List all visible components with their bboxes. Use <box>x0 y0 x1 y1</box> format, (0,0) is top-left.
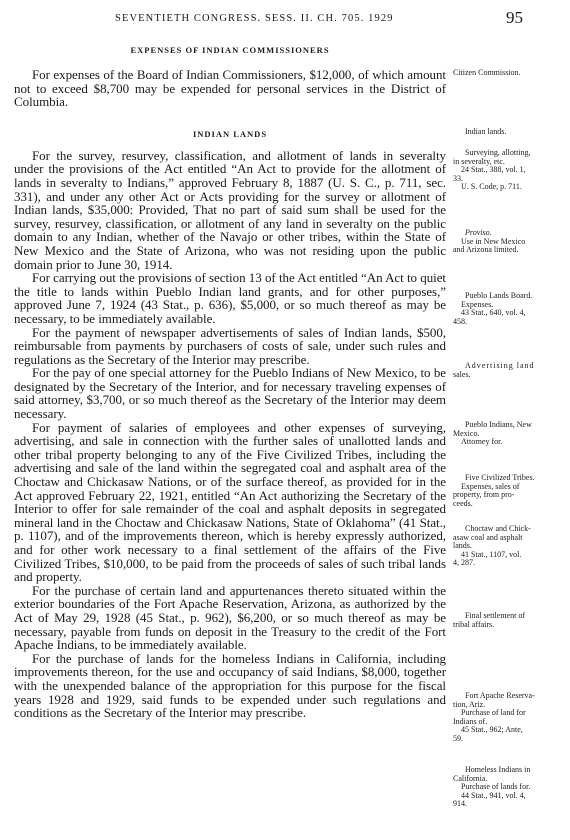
margin-note-line: and Arizona limited. <box>453 245 519 254</box>
margin-note-line: Five Civilized Tribes. <box>465 473 535 482</box>
margin-note-line: Purchase of land for <box>461 708 526 717</box>
margin-note-line: Citizen Commission. <box>453 68 521 77</box>
margin-note-line: Proviso. <box>465 228 492 237</box>
margin-note-line: sales. <box>453 369 471 379</box>
margin-note-line: Attorney for. <box>461 437 503 446</box>
margin-note-line: tion, Ariz. <box>453 699 486 709</box>
margin-note <box>453 362 558 379</box>
margin-note-line: Purchase of lands for. <box>461 782 531 791</box>
margin-note-line: ceeds. <box>453 498 473 508</box>
margin-note <box>453 612 558 629</box>
running-header <box>0 8 570 28</box>
margin-note-line: 24 Stat., 388, vol. 1, <box>461 165 526 174</box>
paragraph-advertising: For the payment of newspaper advertisements of sales of Indian lands, $500, reimbursable from payments by purchasers of costs of sale, under such rules and regulations as the Secretary of the Interior may prescribe. <box>14 324 446 367</box>
margin-note-line: 44 Stat., 941, vol. 4, <box>461 790 526 800</box>
margin-note-line: Indian lands. <box>465 127 507 136</box>
paragraph-homeless-indians: For the purchase of lands for the homeless Indians in California, including improvements thereon, for the use and occupancy of said Indians, $8,000, together with the unexpended balance of the appropriation for this purpose for the fiscal years 1928 and 1929, said funds to be expended under such regulations and conditions as the Secretary of the Interior may prescribe. <box>14 650 446 721</box>
margin-note-line: 33. <box>453 173 463 183</box>
margin-note-line: 43 Stat., 640, vol. 4, <box>461 308 526 317</box>
margin-note-line: Expenses. <box>461 299 494 309</box>
margin-note-line: 59. <box>453 733 463 743</box>
margin-note-line: Choctaw and Chick- <box>465 524 531 533</box>
margin-note <box>453 149 558 192</box>
margin-note-line: Homeless Indians in <box>465 765 531 774</box>
main-text <box>14 40 446 720</box>
margin-note-line: California. <box>453 773 488 783</box>
section-heading-indian-lands: INDIAN LANDS <box>192 128 268 139</box>
running-title: SEVENTIETH CONGRESS. SESS. II. CH. 705. 1929 <box>115 13 394 24</box>
margin-note-line: 914. <box>453 799 467 808</box>
margin-note-line: Mexico. <box>453 428 480 438</box>
margin-note-line: Final settlement of <box>465 611 525 620</box>
paragraph-board-commissioners: For expenses of the Board of Indian Commissioners, $12,000, of which amount not to exceed $8,700 may be expended for personal services in the District of Columbia. <box>14 67 446 110</box>
paragraph-survey-allotment: For the survey, resurvey, classification, and allotment of lands in severalty under the provisions of the Act entitled “An Act to provide for the allotment of lands in severalty to Indians,” approved February 8, 1887 (U. S. C., p. 711, sec. 331), and under any other Act or Acts providing for the survey or allotment of Indian lands, $35,000: Provided, That no part of said sum shall be used for the survey, resurvey, classification, or allotment of any land in severalty on the public domain to any Indian, whether of the Navajo or other tribes, within the State of New Mexico and the State of Arizona, who was not residing upon the public domain prior to June 30, 1914. <box>14 147 446 272</box>
margin-note <box>453 766 558 809</box>
margin-note-line: Expenses, sales of <box>461 481 520 491</box>
margin-note-line: lands. <box>453 541 472 550</box>
margin-note <box>453 69 558 78</box>
margin-note-line: Use in New Mexico <box>461 236 526 246</box>
margin-note-line: tribal affairs. <box>453 619 495 629</box>
paragraph-fort-apache: For the purchase of certain land and appurtenances thereto situated within the exterior boundaries of the Fort Apache Reservation, Arizona, as authorized by the Act of May 29, 1928 (45 Stat., p. 962), $6,200, or so much thereof as may be necessary, payable from funds on deposit in the Treasury to the credit of the Fort Apache Indians, to be immediately available. <box>14 582 446 653</box>
margin-note-line: 4, 287. <box>453 558 475 567</box>
margin-note-line: Pueblo Lands Board. <box>465 291 533 300</box>
margin-note-line: asaw coal and asphalt <box>453 532 523 542</box>
margin-note-line: 45 Stat., 962; Ante, <box>461 725 523 734</box>
margin-note-line: U. S. Code, p. 711. <box>461 182 522 191</box>
margin-note <box>453 292 558 326</box>
margin-note-line: Pueblo Indians, New <box>465 420 532 429</box>
paragraph-special-attorney: For the pay of one special attorney for the Pueblo Indians of New Mexico, to be designated by the Secretary of the Interior, and for necessary traveling expenses of said attorney, $3,700, or so much thereof as the Secretary of the Interior may deem necessary. <box>14 365 446 422</box>
section-heading-commissioners: EXPENSES OF INDIAN COMMISSIONERS <box>130 45 330 55</box>
margin-note <box>453 229 558 255</box>
paragraph-five-civilized-tribes: For payment of salaries of employees and other expenses of surveying, advertising, and sale in connection with the further sales of unallotted lands and other tribal property belonging to any of the Five Civilized Tribes, including the advertising and sale of the land within the segregated coal and asphalt area of the Choctaw and Chickasaw Nations, or of the surface thereof, as provided for in the Act approved February 22, 1921, entitled “An Act authorizing the Secretary of the Interior to offer for sale remainder of the coal and asphalt deposits in segregated mineral land in the Choctaw and Chickasaw Nations, State of Oklahoma” (41 Stat., p. 1107), and of the improvements thereon, which is hereby expressly authorized, and for other work necessary to a final settlement of the affairs of the Five Civilized Tribes, $10,000, to be paid from the proceeds of sales of such tribal lands and property. <box>14 419 446 585</box>
paragraph-pueblo-lands: For carrying out the provisions of section 13 of the Act entitled “An Act to quiet the title to lands within Pueblo Indian land grants, and for other purposes,” approved June 7, 1924 (43 Stat., p. 636), $5,000, or so much thereof as may be necessary, to be immediately available. <box>14 270 446 326</box>
margin-note-line: 458. <box>453 316 467 326</box>
margin-note <box>453 525 558 568</box>
margin-note <box>453 421 558 447</box>
margin-note <box>453 692 558 743</box>
margin-note-line: Fort Apache Reserva- <box>465 691 535 700</box>
margin-note-line: property, from pro- <box>453 490 515 499</box>
margin-note-line: 41 Stat., 1107, vol. <box>461 549 522 559</box>
margin-note-line: Indians of. <box>453 716 488 726</box>
margin-note-line: in severalty, etc. <box>453 156 505 166</box>
margin-note <box>453 474 558 508</box>
margin-note <box>453 128 558 137</box>
margin-note-line: Advertising land <box>465 361 535 370</box>
page-number: 95 <box>506 8 523 27</box>
margin-note-line: Surveying, allotting, <box>465 148 531 157</box>
